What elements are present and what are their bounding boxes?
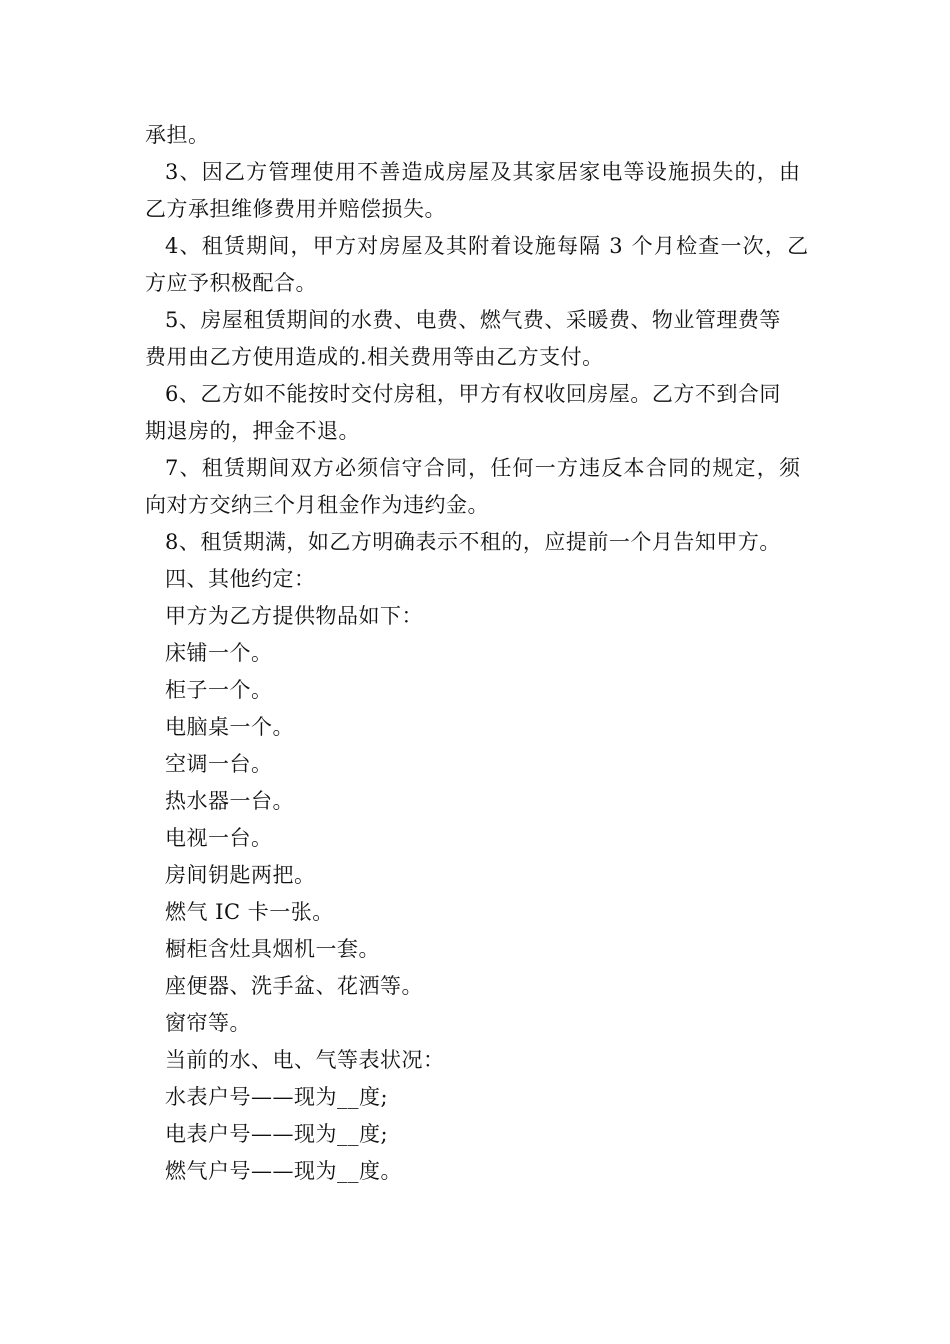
text-line: 8、租赁期满，如乙方明确表示不租的，应提前一个月告知甲方。 (165, 530, 781, 554)
list-item: 窗帘等。 (165, 1011, 251, 1035)
list-item: 热水器一台。 (165, 789, 294, 813)
text-line: 7、租赁期间双方必须信守合同，任何一方违反本合同的规定，须 (165, 456, 802, 480)
text-line: 乙方承担维修费用并赔偿损失。 (145, 197, 446, 221)
text-line: 承担。 (145, 123, 210, 147)
text-line: 4、租赁期间，甲方对房屋及其附着设施每隔 3 个月检查一次，乙 (165, 234, 810, 258)
list-item: 橱柜含灶具烟机一套。 (165, 937, 380, 961)
list-item: 房间钥匙两把。 (165, 863, 316, 887)
list-item: 座便器、洗手盆、花洒等。 (165, 974, 423, 998)
text-line: 方应予积极配合。 (145, 271, 317, 295)
meter-line: 电表户号——现为__度; (165, 1122, 389, 1146)
text-line: 期退房的，押金不退。 (145, 419, 360, 443)
list-item: 燃气 IC 卡一张。 (165, 900, 334, 924)
text-line: 向对方交纳三个月租金作为违约金。 (145, 493, 489, 517)
list-item: 柜子一个。 (165, 678, 273, 702)
list-item: 电脑桌一个。 (165, 715, 294, 739)
text-line: 当前的水、电、气等表状况： (165, 1048, 445, 1072)
document-body (145, 117, 810, 1190)
text-line: 费用由乙方使用造成的.相关费用等由乙方支付。 (145, 345, 604, 369)
text-line: 甲方为乙方提供物品如下： (165, 604, 423, 628)
list-item: 空调一台。 (165, 752, 273, 776)
text-line: 3、因乙方管理使用不善造成房屋及其家居家电等设施损失的，由 (165, 160, 802, 184)
section-heading: 四、其他约定： (165, 567, 316, 591)
text-line: 5、房屋租赁期间的水费、电费、燃气费、采暖费、物业管理费等 (165, 308, 781, 332)
list-item: 电视一台。 (165, 826, 273, 850)
meter-line: 燃气户号——现为__度。 (165, 1159, 402, 1183)
list-item: 床铺一个。 (165, 641, 273, 665)
meter-line: 水表户号——现为__度; (165, 1085, 389, 1109)
text-line: 6、乙方如不能按时交付房租，甲方有权收回房屋。乙方不到合同 (165, 382, 781, 406)
